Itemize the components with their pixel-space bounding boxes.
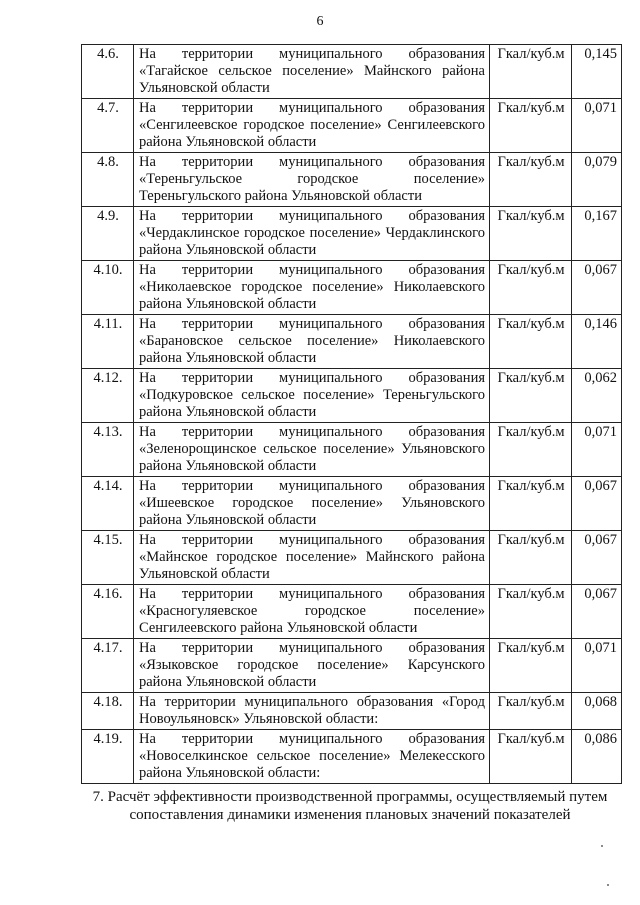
row-description: На территории муниципального образования «Тереньгульское городское поселение» Тереньгульского района Ульяновской области [134,153,490,207]
row-value: 0,068 [572,693,622,730]
row-description: На территории муниципального образования «Город Новоульяновск» Ульяновской области: [134,693,490,730]
row-number: 4.7. [82,99,134,153]
row-number: 4.8. [82,153,134,207]
row-value: 0,167 [572,207,622,261]
row-number: 4.9. [82,207,134,261]
row-value: 0,067 [572,585,622,639]
row-description: На территории муниципального образования «Языковское городское поселение» Карсунского района Ульяновской области [134,639,490,693]
table-row [82,315,622,369]
row-unit: Гкал/куб.м [490,315,572,369]
row-unit: Гкал/куб.м [490,369,572,423]
row-description: На территории муниципального образования «Ишеевское городское поселение» Ульяновского района Ульяновской области [134,477,490,531]
row-value: 0,079 [572,153,622,207]
row-unit: Гкал/куб.м [490,45,572,99]
row-unit: Гкал/куб.м [490,207,572,261]
section-heading-line-1: 7. Расчёт эффективности производственной программы, осуществляемый путем [92,789,608,805]
row-description: На территории муниципального образования «Чердаклинское городское поселение» Чердаклинского района Ульяновской области [134,207,490,261]
row-value: 0,067 [572,477,622,531]
table-row [82,585,622,639]
row-unit: Гкал/куб.м [490,639,572,693]
row-unit: Гкал/куб.м [490,730,572,784]
table-row [82,423,622,477]
row-number: 4.12. [82,369,134,423]
table-row [82,639,622,693]
scan-speck [607,884,609,886]
row-value: 0,145 [572,45,622,99]
table-row [82,531,622,585]
row-description: На территории муниципального образования «Красногуляевское городское поселение» Сенгилеевского района Ульяновской области [134,585,490,639]
row-unit: Гкал/куб.м [490,693,572,730]
row-value: 0,146 [572,315,622,369]
table-row [82,693,622,730]
row-number: 4.11. [82,315,134,369]
row-value: 0,071 [572,639,622,693]
row-description: На территории муниципального образования «Сенгилеевское городское поселение» Сенгилеевского района Ульяновской области [134,99,490,153]
table-row [82,207,622,261]
row-value: 0,086 [572,730,622,784]
scan-speck [601,845,603,847]
row-value: 0,067 [572,261,622,315]
row-number: 4.10. [82,261,134,315]
row-unit: Гкал/куб.м [490,423,572,477]
row-number: 4.6. [82,45,134,99]
row-description: На территории муниципального образования «Новоселкинское сельское поселение» Мелекесского района Ульяновской области: [134,730,490,784]
row-unit: Гкал/куб.м [490,99,572,153]
row-description: На территории муниципального образования «Зеленорощинское сельское поселение» Ульяновского района Ульяновской области [134,423,490,477]
table-row [82,261,622,315]
row-unit: Гкал/куб.м [490,153,572,207]
page-number: 6 [316,14,324,29]
row-value: 0,071 [572,423,622,477]
row-number: 4.18. [82,693,134,730]
row-number: 4.14. [82,477,134,531]
table-row [82,369,622,423]
table-row [82,45,622,99]
row-number: 4.16. [82,585,134,639]
row-description: На территории муниципального образования «Барановское сельское поселение» Николаевского района Ульяновской области [134,315,490,369]
row-unit: Гкал/куб.м [490,531,572,585]
table-row [82,99,622,153]
row-number: 4.13. [82,423,134,477]
table-row [82,730,622,784]
table-row [82,153,622,207]
row-unit: Гкал/куб.м [490,261,572,315]
row-value: 0,067 [572,531,622,585]
section-heading [85,788,615,824]
row-number: 4.15. [82,531,134,585]
row-unit: Гкал/куб.м [490,477,572,531]
table-row [82,477,622,531]
row-number: 4.19. [82,730,134,784]
row-description: На территории муниципального образования «Николаевское городское поселение» Николаевского района Ульяновской области [134,261,490,315]
row-description: На территории муниципального образования «Тагайское сельское поселение» Майнского района Ульяновской области [134,45,490,99]
section-heading-line-2: сопоставления динамики изменения плановых значений показателей [129,807,571,823]
row-unit: Гкал/куб.м [490,585,572,639]
row-description: На территории муниципального образования «Майнское городское поселение» Майнского района Ульяновской области [134,531,490,585]
norms-table [81,44,622,784]
row-value: 0,071 [572,99,622,153]
row-value: 0,062 [572,369,622,423]
row-description: На территории муниципального образования «Подкуровское сельское поселение» Тереньгульского района Ульяновской области [134,369,490,423]
row-number: 4.17. [82,639,134,693]
